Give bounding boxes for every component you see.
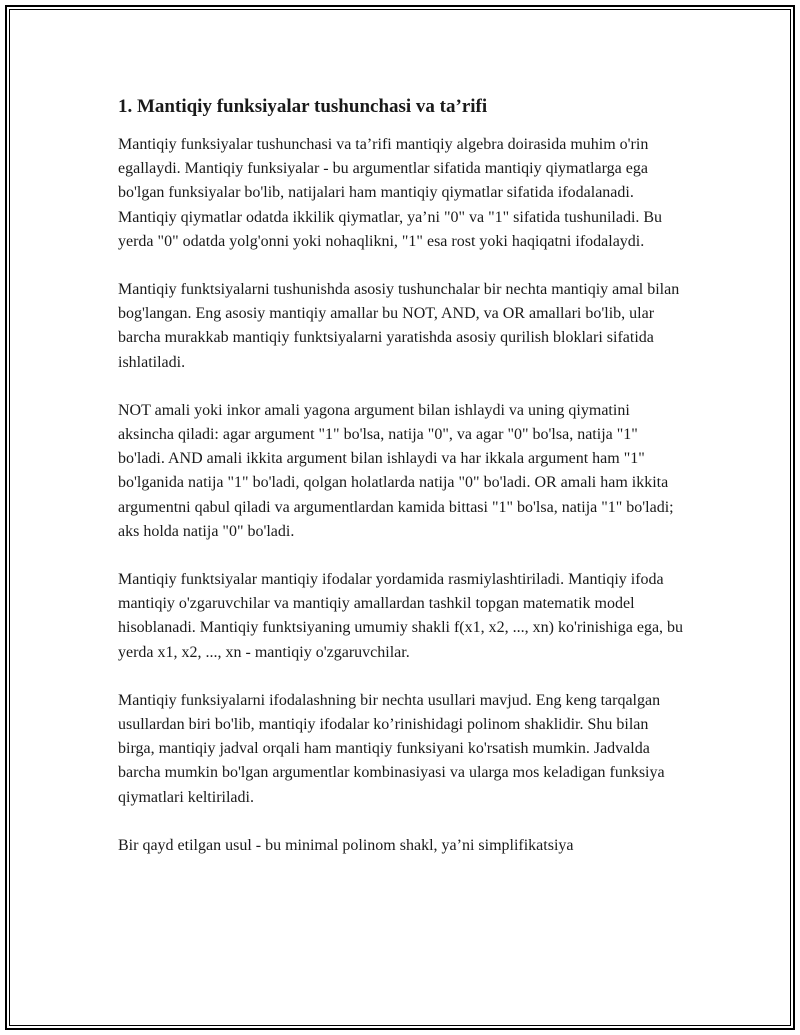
document-body (118, 95, 684, 882)
section-heading: 1. Mantiqiy funksiyalar tushunchasi va ta’rifi (118, 96, 488, 117)
paragraph-minimal-polynomial: Bir qayd etilgan usul - bu minimal polinom shakl, ya’ni simplifikatsiya (118, 836, 574, 854)
paragraph-logical-expressions: Mantiqiy funktsiyalar mantiqiy ifodalar yordamida rasmiylashtiriladi. Mantiqiy ifoda mantiqiy o'zgaruvchilar va mantiqiy amallardan tashkil topgan matematik model hisoblanadi. Mantiqiy funktsiyaning umumiy shakli f(x1, x2, ..., xn) ko'rinishiga ega, bu yerda x1, x2, ..., xn - mantiqiy o'zgaruvchilar. (118, 571, 684, 661)
paragraph-representation-methods: Mantiqiy funksiyalarni ifodalashning bir nechta usullari mavjud. Eng keng tarqalgan usullardan biri bo'lib, mantiqiy ifodalar ko’rinishidagi polinom shaklidir. Shu bilan birga, mantiqiy jadval orqali ham mantiqiy funksiyani ko'rsatish mumkin. Jadvalda barcha mumkin bo'lgan argumentlar kombinasiyasi va ularga mos keladigan funksiya qiymatlari keltiriladi. (118, 691, 665, 806)
paragraph-definition: Mantiqiy funksiyalar tushunchasi va ta’rifi mantiqiy algebra doirasida muhim o'rin egallaydi. Mantiqiy funksiyalar - bu argumentlar sifatida mantiqiy qiymatlarga ega bo'lgan funksiyalar bo'lib, natijalari ham mantiqiy qiymatlar sifatida ifodalanadi. Mantiqiy qiymatlar odatda ikkilik qiymatlar, ya’ni "0" va "1" sifatida tushuniladi. Bu yerda "0" odatda yolg'onni yoki nohaqlikni, "1" esa rost yoki haqiqatni ifodalaydi. (118, 136, 663, 250)
paragraph-basic-operations: Mantiqiy funktsiyalarni tushunishda asosiy tushunchalar bir nechta mantiqiy amal bilan bog'langan. Eng asosiy mantiqiy amallar bu NOT, AND, va OR amallari bo'lib, ular barcha murakkab mantiqiy funktsiyalarni yaratishda asosiy qurilish bloklari sifatida ishlatiladi. (118, 281, 680, 371)
paragraph-not-and-or: NOT amali yoki inkor amali yagona argument bilan ishlaydi va uning qiymatini aksincha qiladi: agar argument "1" bo'lsa, natija "0", va agar "0" bo'lsa, natija "1" bo'ladi. AND amali ikkita argument bilan ishlaydi va har ikkala argument ham "1" bo'lganida natija "1" bo'ladi, qolgan holatlarda natija "0" bo'ladi. OR amali ham ikkita argumentni qabul qiladi va argumentlardan kamida bittasi "1" bo'lsa, natija "1" bo'ladi; aks holda natija "0" bo'ladi. (118, 401, 674, 540)
